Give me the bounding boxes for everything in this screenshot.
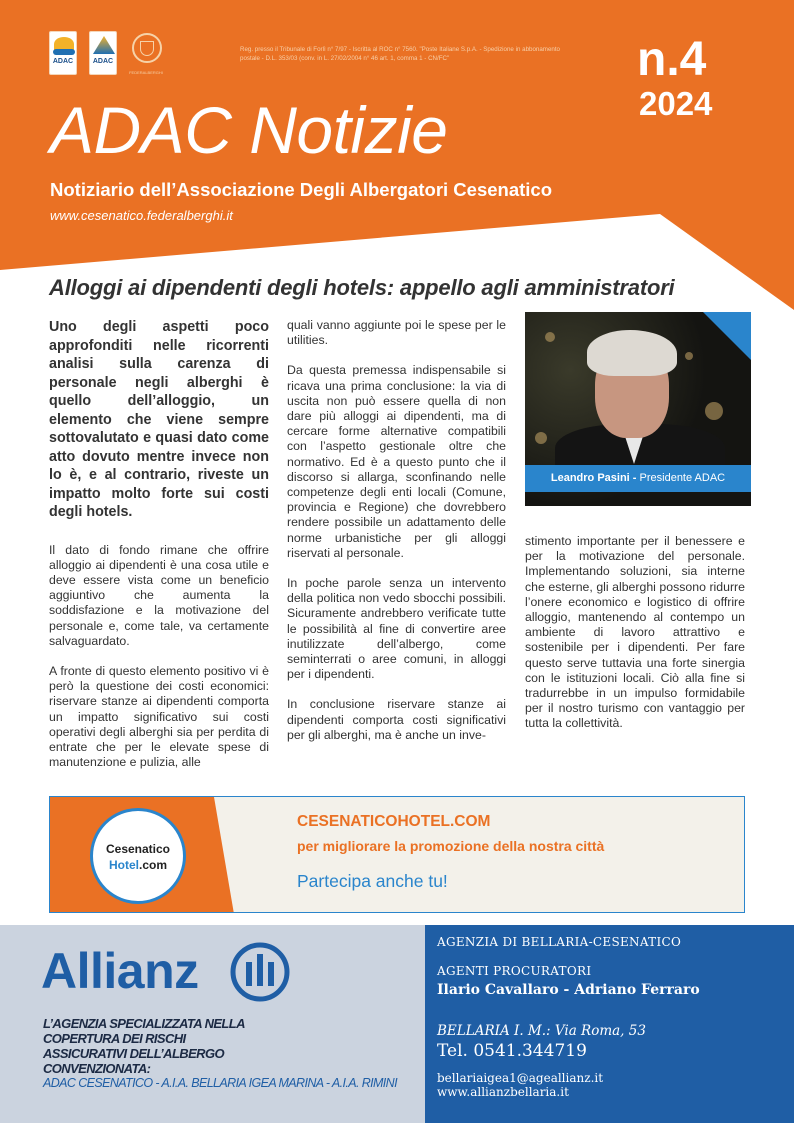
agency-email[interactable]: bellariaigea1@ageallianz.it [437, 1071, 604, 1085]
allianz-eagle-icon [230, 942, 290, 1002]
association-crest-logo: FEDERALBERGHI [124, 33, 168, 79]
ad-line: COPERTURA DEI RISCHI [43, 1031, 186, 1046]
article-paragraph: quali vanno aggiunte poi le spese per le utilities. [287, 318, 506, 348]
agency-website[interactable]: www.allianzbellaria.it [437, 1085, 569, 1099]
article-column-1 [49, 318, 269, 785]
article-headline: Alloggi ai dipendenti degli hotels: appello agli amministratori [49, 275, 675, 300]
allianz-wordmark: Allianz [41, 943, 199, 999]
caption-role: Presidente ADAC [639, 472, 726, 484]
registration-notice: Reg. presso il Tribunale di Forlì n° 7/97 - Iscritta al ROC n° 7560. "Poste Italiane S.p.A. - Spedizione in abbonamento postale - D.L. 353/03 (conv. in L. 27/02/2004 n° 46 art. 1, comma 1 - CN/FC" [240, 46, 560, 62]
cesenatico-hotel-logo [90, 808, 186, 904]
logo-line-1: Cesenatico [105, 842, 171, 856]
banner-subtitle: per migliorare la promozione della nostra città [297, 838, 605, 854]
cesenatico-hotel-banner[interactable] [49, 796, 745, 913]
agency-phone[interactable]: Tel. 0541.344719 [437, 1041, 587, 1061]
article-paragraph: Il dato di fondo rimane che offrire alloggio ai dipendenti è una cosa utile e deve essere vista come un beneficio aggiuntivo che aumenta la soddisfazione e la motivazione del personale e, come tale, va certamente salvaguardato. [49, 542, 269, 648]
logo-hotel-text: Hotel [108, 858, 139, 872]
newsletter-subtitle: Notiziario dell’Associazione Degli Albergatori Cesenatico [50, 179, 553, 200]
article-paragraph: Da questa premessa indispensabile si ricava una prima conclusione: la via di uscita non può essere quella di non dare più alloggi ai dipendenti, ma di cercare forme alternative compatibili con l’aspetto gestionale oltre che normativo. Ed è a questo punto che il discorso si allarga, sconfinando nelle competenze degli enti locali (Comune, provincia e Regione) che dovrebbero rendere possibile un adattamento delle norme urbanistiche per gli alloggi riservati al personale. [287, 363, 506, 560]
photo-caption [525, 465, 751, 492]
website-link[interactable]: www.cesenatico.federalberghi.it [50, 208, 233, 223]
logo-domain-text: .com [138, 858, 167, 872]
banner-cta[interactable]: Partecipa anche tu! [297, 871, 448, 891]
photo-corner-accent [703, 312, 751, 360]
ad-line: CONVENZIONATA: [43, 1061, 151, 1076]
issue-year: 2024 [639, 85, 713, 122]
masthead [0, 0, 794, 310]
logo-line-2 [93, 858, 183, 872]
agency-name: AGENZIA DI BELLARIA-CESENATICO [437, 935, 682, 949]
agents-label: AGENTI PROCURATORI [437, 964, 592, 978]
agency-address: BELLARIA I. M.: Via Roma, 53 [437, 1023, 646, 1039]
article-column-2 [287, 318, 506, 758]
caption-separator: - [629, 472, 640, 484]
ad-line: L’AGENZIA SPECIALIZZATA NELLA [43, 1016, 245, 1031]
banner-title: CESENATICOHOTEL.COM [297, 813, 491, 830]
issue-number: n.4 [637, 33, 707, 86]
article-paragraph: In poche parole senza un intervento della politica non vedo sbocchi possibili. Sicuramente andrebbero verificate tutte le possibilità al fine di convertire aree inutilizzate dell’albergo, come seminterrati o aree comuni, in alloggi per i dipendenti. [287, 576, 506, 682]
adac-logo: ADAC [49, 31, 77, 75]
ad-line: ASSICURATIVI DELL’ALBERGO [43, 1046, 224, 1061]
article-column-3 [525, 534, 745, 747]
article-lead: Uno degli aspetti poco approfonditi nelle ricorrenti analisi sulla carenza di personale negli alberghi è quello dell’alloggio, un elemento che viene sempre sottovalutato e quasi dato come atto dovuto mentre invece non lo è, e al contrario, riveste un impatto molto forte sui costi degli hotels. [49, 319, 269, 520]
agents-names: Ilario Cavallaro - Adriano Ferraro [437, 982, 700, 998]
caption-name: Leandro Pasini [550, 472, 630, 484]
newsletter-title: ADAC Notizie [50, 93, 448, 167]
article-paragraph: A fronte di questo elemento positivo vi è però la questione dei costi economici: riservare stanze ai dipendenti comporta un impatto significativo sui costi operativi degli alberghi sia per perdita di entrate che per le elevate spese di manutenzione e pulizia, alle [49, 663, 269, 770]
ad-line-partners: ADAC CESENATICO - A.I.A. BELLARIA IGEA MARINA - A.I.A. RIMINI [43, 1076, 397, 1090]
allianz-ad-text [43, 1016, 397, 1091]
article-paragraph: In conclusione riservare stanze ai dipendenti comporta costi significativi per gli alberghi, ma è anche un inve- [287, 697, 506, 742]
article-paragraph: stimento importante per il benessere e per la motivazione del personale. Implementando soluzioni, sia interne che esterne, gli alberghi possono ridurre l’onere economico e logistico di offrire alloggio, mantenendo al contempo un ambiente di lavoro attrattivo e sostenibile per i dipendenti. Per fare questo serve tuttavia una forte sinergia con le istituzioni locali. Ciò alla fine si tradurrebbe in un impulso formidabile per il nostro turismo con vantaggio per tutta la collettività. [525, 534, 745, 731]
adac-logo-2: ADAC [89, 31, 117, 75]
